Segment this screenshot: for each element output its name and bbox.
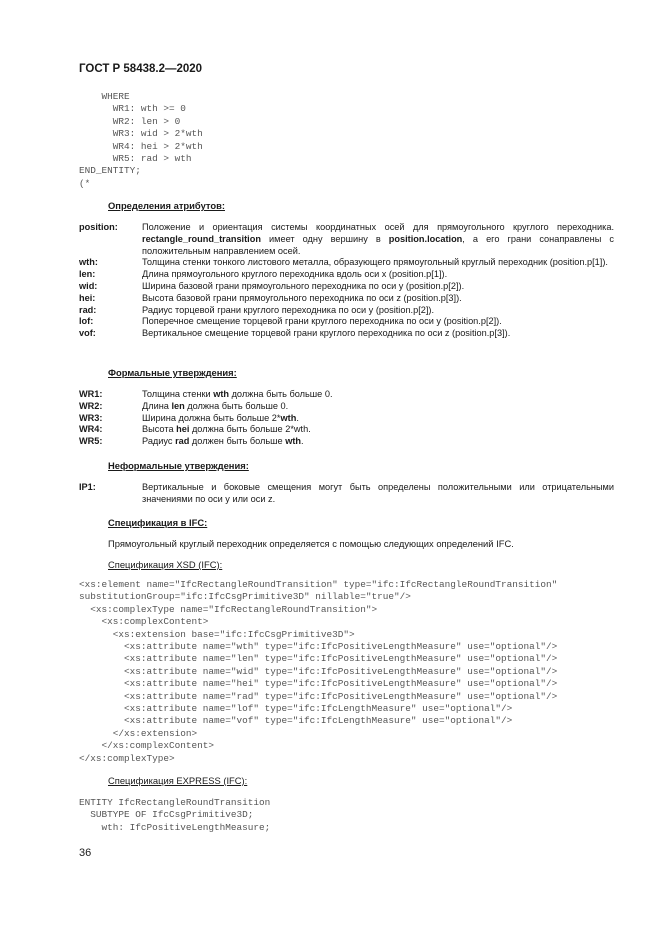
definition-text <box>142 257 614 269</box>
attributes-heading: Определения атрибутов: <box>108 200 225 211</box>
text-span: Ширина должна быть больше 2* <box>142 412 281 423</box>
text-span: Длина прямоугольного круглого переходника вдоль оси x (position.p[1]). <box>142 269 448 280</box>
definition-row <box>79 401 614 413</box>
informal-rules-list <box>79 482 614 506</box>
text-span: , а его грани сонаправлены с положительным направлением осей. <box>142 233 614 256</box>
code-line: substitutionGroup="ifc:IfcCsgPrimitive3D" nillable="true"/> <box>79 591 411 603</box>
definition-term: wth: <box>79 257 98 268</box>
code-line: <xs:complexType name="IfcRectangleRoundTransition"> <box>79 603 378 615</box>
definition-row <box>79 389 614 401</box>
bold-term: rad <box>175 436 190 447</box>
code-line: (* <box>79 177 91 189</box>
text-span: Толщина стенки тонкого листового металла, образующего прямоугольный круглый переходник (position.p[1]). <box>142 257 608 268</box>
code-line: <xs:attribute name="len" type="ifc:IfcPositiveLengthMeasure" use="optional"/> <box>79 653 558 665</box>
code-block-where <box>79 91 203 190</box>
text-span: Высота <box>142 424 177 435</box>
text-span: . <box>296 412 299 423</box>
code-line: <xs:attribute name="hei" type="ifc:IfcPositiveLengthMeasure" use="optional"/> <box>79 678 558 690</box>
page-number: 36 <box>79 847 92 859</box>
text-span: Высота базовой грани прямоугольного переходника по оси z (position.p[3]). <box>142 292 462 303</box>
code-line: </xs:complexContent> <box>79 740 215 752</box>
definition-row <box>79 293 614 305</box>
definition-row <box>79 281 614 293</box>
definition-row <box>79 424 614 436</box>
code-line: ENTITY IfcRectangleRoundTransition <box>79 797 271 808</box>
definition-term: WR1: <box>79 389 103 399</box>
definition-term: lof: <box>79 316 94 327</box>
definition-term: position: <box>79 222 118 232</box>
text-span: Ширина базовой грани прямоугольного переходника по оси y (position.p[2]). <box>142 280 465 291</box>
definition-text <box>142 424 614 436</box>
definition-row <box>79 328 614 340</box>
attributes-list <box>79 222 614 340</box>
definition-row <box>79 436 614 448</box>
definition-term: WR2: <box>79 400 103 411</box>
code-line: WR5: rad > wth <box>79 153 192 165</box>
code-line: wth: IfcPositiveLengthMeasure; <box>79 821 271 833</box>
bold-term: wth <box>285 436 302 447</box>
definition-term: WR3: <box>79 412 103 423</box>
definition-text <box>142 269 614 281</box>
definition-text <box>142 222 614 257</box>
text-span: имеет одну вершину в <box>260 233 389 244</box>
definition-text <box>142 328 614 340</box>
text-span: Поперечное смещение торцевой грани круглого переходника по оси y (position.p[2]). <box>142 316 502 327</box>
code-line: <xs:attribute name="lof" type="ifc:IfcLengthMeasure" use="optional"/> <box>79 703 513 715</box>
code-line: <xs:attribute name="rad" type="ifc:IfcPositiveLengthMeasure" use="optional"/> <box>79 690 558 702</box>
definition-term: IP1: <box>79 482 96 492</box>
express-spec-heading: Спецификация EXPRESS (IFC): <box>108 775 248 786</box>
bold-term: wth <box>213 389 230 399</box>
definition-row <box>79 269 614 281</box>
document-header: ГОСТ Р 58438.2—2020 <box>79 63 203 75</box>
text-span: должна быть больше 0. <box>229 389 333 399</box>
definition-row <box>79 482 614 506</box>
definition-text <box>142 316 614 328</box>
code-line: WR2: len > 0 <box>79 115 181 127</box>
informal-rules-heading: Неформальные утверждения: <box>108 460 249 471</box>
xsd-spec-heading: Спецификация XSD (IFC): <box>108 559 223 570</box>
definition-term: hei: <box>79 292 96 303</box>
definition-term: WR4: <box>79 424 103 435</box>
definition-term: wid: <box>79 280 98 291</box>
code-line: <xs:element name="IfcRectangleRoundTransition" type="ifc:IfcRectangleRoundTransition" <box>79 579 558 590</box>
definition-text <box>142 389 614 401</box>
code-line: <xs:extension base="ifc:IfcCsgPrimitive3D"> <box>79 628 355 640</box>
definition-text <box>142 401 614 413</box>
code-block-express <box>79 797 270 834</box>
definition-row <box>79 316 614 328</box>
bold-term: wth <box>280 412 297 423</box>
code-line: END_ENTITY; <box>79 165 141 177</box>
code-line: SUBTYPE OF IfcCsgPrimitive3D; <box>79 809 254 821</box>
bold-term: rectangle_round_transition <box>142 233 261 244</box>
definition-text <box>142 293 614 305</box>
text-span: должна быть больше 2*wth. <box>189 424 311 435</box>
text-span: Вертикальное смещение торцевой грани круглого переходника по оси z (position.p[3]). <box>142 328 511 339</box>
code-line: <xs:attribute name="wid" type="ifc:IfcPositiveLengthMeasure" use="optional"/> <box>79 665 558 677</box>
definition-row <box>79 222 614 257</box>
definition-row <box>79 305 614 317</box>
definition-text <box>142 482 614 506</box>
code-line: WHERE <box>79 91 130 102</box>
text-span: Радиус торцевой грани круглого переходника по оси y (position.p[2]). <box>142 304 435 315</box>
code-block-xsd <box>79 579 557 765</box>
text-span: Положение и ориентация системы координатных осей для прямоугольного круглого переходника. <box>142 222 614 232</box>
ifc-paragraph: Прямоугольный круглый переходник определяется с помощью следующих определений IFC. <box>108 538 514 549</box>
bold-term: position.location <box>388 233 463 244</box>
definition-row <box>79 413 614 425</box>
code-line: </xs:extension> <box>79 727 198 739</box>
bold-term: hei <box>176 424 190 435</box>
code-line: <xs:complexContent> <box>79 616 209 628</box>
code-line: WR4: hei > 2*wth <box>79 140 203 152</box>
text-span: должен быть больше <box>189 436 286 447</box>
code-line: WR3: wid > 2*wth <box>79 128 203 140</box>
text-span: должна быть больше 0. <box>184 400 289 411</box>
definition-row <box>79 257 614 269</box>
code-line: <xs:attribute name="wth" type="ifc:IfcPositiveLengthMeasure" use="optional"/> <box>79 641 558 653</box>
definition-text <box>142 305 614 317</box>
bold-term: len <box>171 400 185 411</box>
definition-term: vof: <box>79 328 96 339</box>
definition-term: len: <box>79 269 96 280</box>
text-span: Вертикальные и боковые смещения могут быть определены положительными или отрицательными значениями по оси y или оси z. <box>142 482 614 504</box>
definition-text <box>142 413 614 425</box>
text-span: Длина <box>142 400 172 411</box>
definition-text <box>142 281 614 293</box>
formal-rules-list <box>79 389 614 448</box>
text-span: Толщина стенки <box>142 389 214 399</box>
text-span: . <box>301 436 304 447</box>
code-line: <xs:attribute name="vof" type="ifc:IfcLengthMeasure" use="optional"/> <box>79 715 513 727</box>
text-span: Радиус <box>142 436 176 447</box>
definition-term: rad: <box>79 304 97 315</box>
definition-text <box>142 436 614 448</box>
formal-rules-heading: Формальные утверждения: <box>108 367 237 378</box>
code-line: WR1: wth >= 0 <box>79 103 186 115</box>
definition-term: WR5: <box>79 436 103 447</box>
code-line: </xs:complexType> <box>79 752 175 764</box>
ifc-spec-heading: Спецификация в IFC: <box>108 517 208 528</box>
